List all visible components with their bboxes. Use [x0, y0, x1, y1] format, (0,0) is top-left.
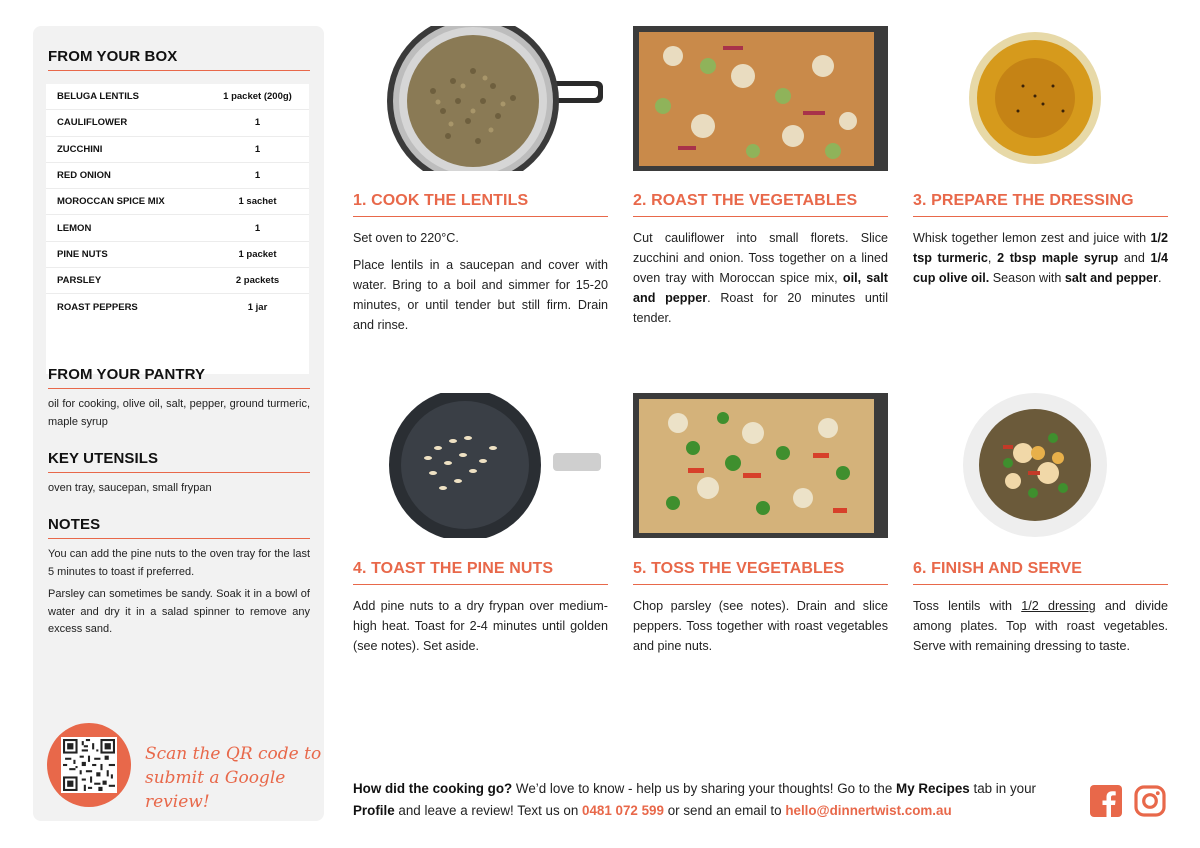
ingredient-qty: 1 jar: [247, 302, 268, 314]
step-4-para: Add pine nuts to a dry frypan over medium-high heat. Toast for 2-4 minutes until golden (see notes). Set aside.: [353, 599, 608, 653]
ingredient-qty: 1 packet (200g): [223, 91, 292, 103]
step-2-text-2: . Roast for 20 minutes until tender.: [633, 291, 888, 325]
step-4: [353, 393, 608, 673]
step-2-text-1: Cut cauliflower into small florets. Slice zucchini and onion. Toss together on a lined oven tray with Moroccan spice mix,: [633, 231, 888, 285]
pantry-text: oil for cooking, olive oil, salt, pepper, ground turmeric, maple syrup: [48, 398, 310, 428]
note-1: You can add the pine nuts to the oven tray for the last 5 minutes to toast if preferred.: [48, 548, 310, 578]
roasted-vegetables-tray-photo: [633, 26, 888, 171]
step-1-body: [353, 228, 608, 342]
qr-caption-line-1: Scan the QR code to: [145, 744, 322, 764]
review-footer: [353, 778, 1073, 822]
qr-code-icon: [61, 737, 117, 793]
ingredient-name: BELUGA LENTILS: [57, 91, 139, 103]
step-2-title: 2. ROAST THE VEGETABLES: [633, 192, 888, 217]
step-3-text-4: Season with: [992, 271, 1062, 285]
step-5-title: 5. TOSS THE VEGETABLES: [633, 560, 888, 585]
lentils-in-colander-photo: [353, 26, 608, 171]
ingredient-name: ROAST PEPPERS: [57, 302, 138, 314]
step-3-title: 3. PREPARE THE DRESSING: [913, 192, 1168, 217]
qr-badge[interactable]: [47, 723, 131, 807]
step-3-text-5: .: [1157, 271, 1162, 285]
footer-text-1: We’d love to know - help us by sharing your thoughts! Go to the: [515, 781, 893, 796]
footer-email-link[interactable]: hello@dinnertwist.com.au: [785, 803, 952, 818]
step-1-title: 1. COOK THE LENTILS: [353, 192, 608, 217]
step-2-body: [633, 228, 888, 335]
footer-text-4: or send an email to: [667, 803, 782, 818]
table-row: [46, 268, 309, 294]
utensils-text: oven tray, saucepan, small frypan: [48, 482, 212, 494]
step-6-text-1: Toss lentils with: [913, 599, 1012, 613]
ingredient-qty: 1: [254, 117, 261, 129]
table-row: [46, 84, 309, 110]
step-5-para: Chop parsley (see notes). Drain and slice peppers. Toss together with roast vegetables and pine nuts.: [633, 599, 888, 653]
ingredient-qty: 1: [254, 170, 261, 182]
step-3-bold-2: 2 tbsp maple syrup: [997, 251, 1119, 265]
facebook-icon[interactable]: [1090, 785, 1122, 817]
step-3-body: [913, 228, 1168, 295]
step-2-bold-1: oil, salt and pepper: [633, 271, 888, 305]
tossed-vegetables-tray-photo: [633, 393, 888, 538]
ingredient-name: RED ONION: [57, 170, 111, 182]
pine-nuts-frypan-photo: [353, 393, 608, 538]
table-row: [46, 110, 309, 136]
step-2: [633, 26, 888, 346]
box-ingredients-table: [46, 84, 309, 374]
table-row: [46, 294, 309, 320]
ingredient-qty: 1 sachet: [238, 196, 277, 208]
ingredient-name: CAULIFLOWER: [57, 117, 128, 129]
ingredient-name: MOROCCAN SPICE MIX: [57, 196, 165, 208]
step-3: [913, 26, 1168, 346]
table-row: [46, 189, 309, 215]
ingredient-name: ZUCCHINI: [57, 143, 103, 155]
footer-profile: Profile: [353, 803, 395, 818]
ingredient-name: PARSLEY: [57, 275, 102, 287]
footer-phone-link[interactable]: 0481 072 599: [582, 803, 664, 818]
pantry-heading: FROM YOUR PANTRY: [48, 366, 310, 389]
footer-my-recipes: My Recipes: [896, 781, 970, 796]
table-row: [46, 215, 309, 241]
table-row: [46, 242, 309, 268]
step-6-para: [913, 596, 1168, 656]
step-1: [353, 26, 608, 346]
step-4-title: 4. TOAST THE PINE NUTS: [353, 560, 608, 585]
qr-caption: [145, 742, 324, 814]
step-4-body: [353, 596, 608, 663]
step-6-body: [913, 596, 1168, 663]
step-6-text-2: and divide among plates. Top with roast vegetables. Serve with remaining dressing to taste.: [913, 599, 1169, 653]
ingredient-name: LEMON: [57, 222, 92, 234]
step-6-underline-1: 1/2 dressing: [1021, 599, 1096, 613]
step-3-text-2: ,: [987, 251, 992, 265]
step-2-para: [633, 228, 888, 328]
step-5-body: [633, 596, 888, 663]
dressing-bowl-photo: [913, 26, 1168, 171]
step-3-text-3: and: [1123, 251, 1145, 265]
footer-question: How did the cooking go?: [353, 781, 513, 796]
qr-caption-line-2: submit a Google review!: [145, 768, 286, 812]
ingredient-qty: 1: [254, 143, 261, 155]
footer-text-3: and leave a review! Text us on: [398, 803, 579, 818]
box-heading: FROM YOUR BOX: [48, 48, 310, 71]
notes-heading: NOTES: [48, 516, 310, 539]
ingredient-qty: 1 packet: [238, 248, 277, 260]
step-3-bold-3: 1/4 cup olive oil.: [913, 251, 1169, 285]
ingredient-name: PINE NUTS: [57, 248, 108, 260]
step-3-bold-4: salt and pepper: [1064, 271, 1158, 285]
step-6-title: 6. FINISH AND SERVE: [913, 560, 1168, 585]
plated-dish-photo: [913, 393, 1168, 538]
step-5: [633, 393, 888, 673]
step-3-bold-1: 1/2 tsp turmeric: [913, 231, 1168, 265]
instagram-icon[interactable]: [1134, 785, 1166, 817]
step-1-para-1: Set oven to 220°C.: [353, 231, 459, 245]
ingredient-qty: 2 packets: [235, 275, 280, 287]
sidebar: [33, 26, 324, 821]
step-6: [913, 393, 1168, 673]
step-1-para-2: Place lentils in a saucepan and cover with water. Bring to a boil and simmer for 15-20 minutes, or until tender but still firm. Drain and rinse.: [353, 258, 608, 332]
table-row: [46, 137, 309, 163]
table-row: [46, 163, 309, 189]
footer-text-2: tab in your: [973, 781, 1036, 796]
step-3-text-1: Whisk together lemon zest and juice with: [913, 231, 1147, 245]
note-2: Parsley can sometimes be sandy. Soak it in a bowl of water and dry it in a salad spinner to remove any excess sand.: [48, 588, 310, 635]
step-3-para: [913, 228, 1168, 288]
utensils-heading: KEY UTENSILS: [48, 450, 310, 473]
ingredient-qty: 1: [254, 222, 261, 234]
